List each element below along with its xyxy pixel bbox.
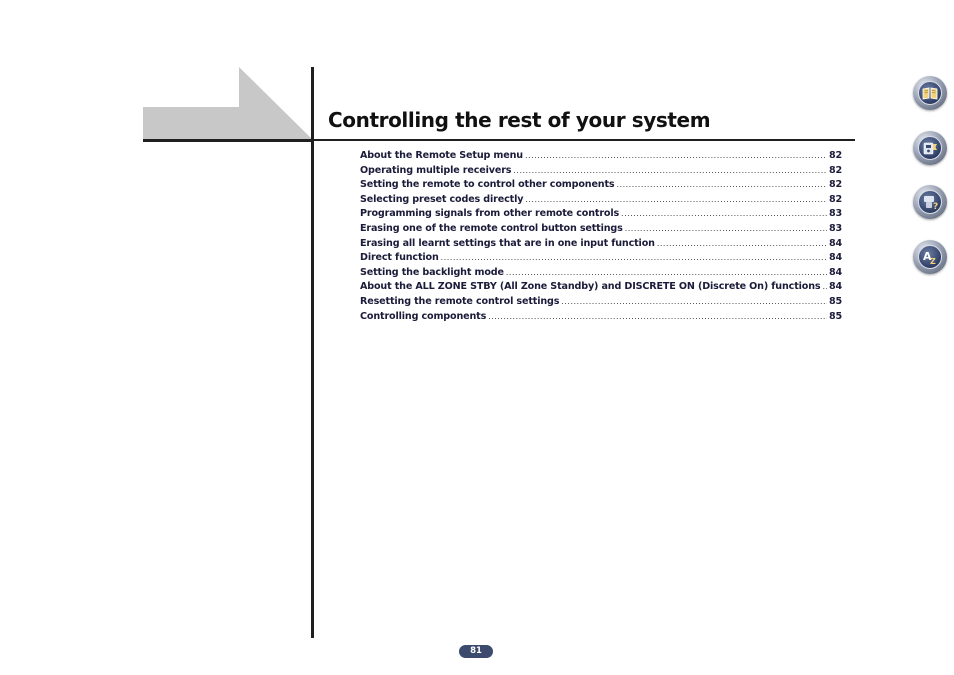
table-of-contents [360,150,842,325]
toc-entry[interactable] [360,238,842,253]
toc-entry-label[interactable]: Controlling components [360,310,487,322]
toc-entry-label[interactable]: About the ALL ZONE STBY (All Zone Standby) and DISCRETE ON (Discrete On) functions [360,281,821,293]
svg-text:?: ? [933,202,939,212]
title-rule-left [143,139,314,142]
toc-entry[interactable] [360,165,842,180]
toc-entry-label[interactable]: Direct function [360,252,439,264]
svg-text:Z: Z [930,257,936,266]
toc-entry-label[interactable]: About the Remote Setup menu [360,150,523,161]
toc-leader-dots [488,312,827,321]
toc-leader-dots [822,282,826,291]
toc-entry[interactable] [360,296,842,311]
toc-entry[interactable] [360,281,842,296]
toc-entry-label[interactable]: Selecting preset codes directly [360,193,524,205]
chapter-tab-shape [143,67,313,140]
toc-entry-page[interactable]: 84 [828,266,842,278]
toc-entry[interactable] [360,194,842,209]
toc-entry-label[interactable]: Programming signals from other remote controls [360,208,620,220]
index-icon[interactable] [913,240,947,274]
toc-entry-page[interactable]: 83 [828,208,842,220]
toc-entry-page[interactable]: 85 [828,310,842,322]
toc-entry-label[interactable]: Erasing one of the remote control button settings [360,222,623,234]
toc-leader-dots [657,239,827,248]
toc-entry[interactable] [360,252,842,267]
toc-leader-dots [561,297,827,306]
toc-entry-page[interactable]: 84 [828,237,842,249]
toc-entry[interactable] [360,311,842,326]
toc-entry-page[interactable]: 82 [828,179,842,191]
toc-entry[interactable] [360,150,842,165]
toc-leader-dots [506,268,827,277]
toc-leader-dots [625,224,827,233]
qa-icon[interactable] [913,185,947,219]
page-number-badge: 81 [459,645,493,658]
toc-leader-dots [525,195,827,204]
toc-entry-label[interactable]: Setting the remote to control other components [360,179,615,191]
toc-leader-dots [441,253,827,262]
toc-entry-label[interactable]: Erasing all learnt settings that are in one input function [360,237,655,249]
toc-entry-page[interactable]: 82 [828,193,842,205]
book-icon[interactable] [913,76,947,110]
toc-leader-dots [513,166,827,175]
chapter-title: Controlling the rest of your system [328,108,711,132]
toc-leader-dots [616,180,826,189]
setup-icon[interactable] [913,131,947,165]
title-rule-right [314,139,855,141]
toc-entry[interactable] [360,208,842,223]
toc-entry-page[interactable]: 84 [828,281,842,293]
toc-entry-page[interactable]: 83 [828,222,842,234]
svg-text:A: A [923,250,932,263]
toc-entry-label[interactable]: Setting the backlight mode [360,266,504,278]
vertical-rule [311,67,314,638]
toc-entry[interactable] [360,179,842,194]
toc-entry-page[interactable]: 85 [828,295,842,307]
toc-entry-page[interactable]: 84 [828,252,842,264]
toc-entry-label[interactable]: Resetting the remote control settings [360,295,560,307]
toc-entry[interactable] [360,223,842,238]
toc-entry[interactable] [360,267,842,282]
toc-entry-page[interactable]: 82 [828,164,842,176]
toc-leader-dots [621,209,827,218]
toc-entry-page[interactable]: 82 [828,150,842,161]
toc-leader-dots [525,151,827,160]
toc-entry-label[interactable]: Operating multiple receivers [360,164,512,176]
